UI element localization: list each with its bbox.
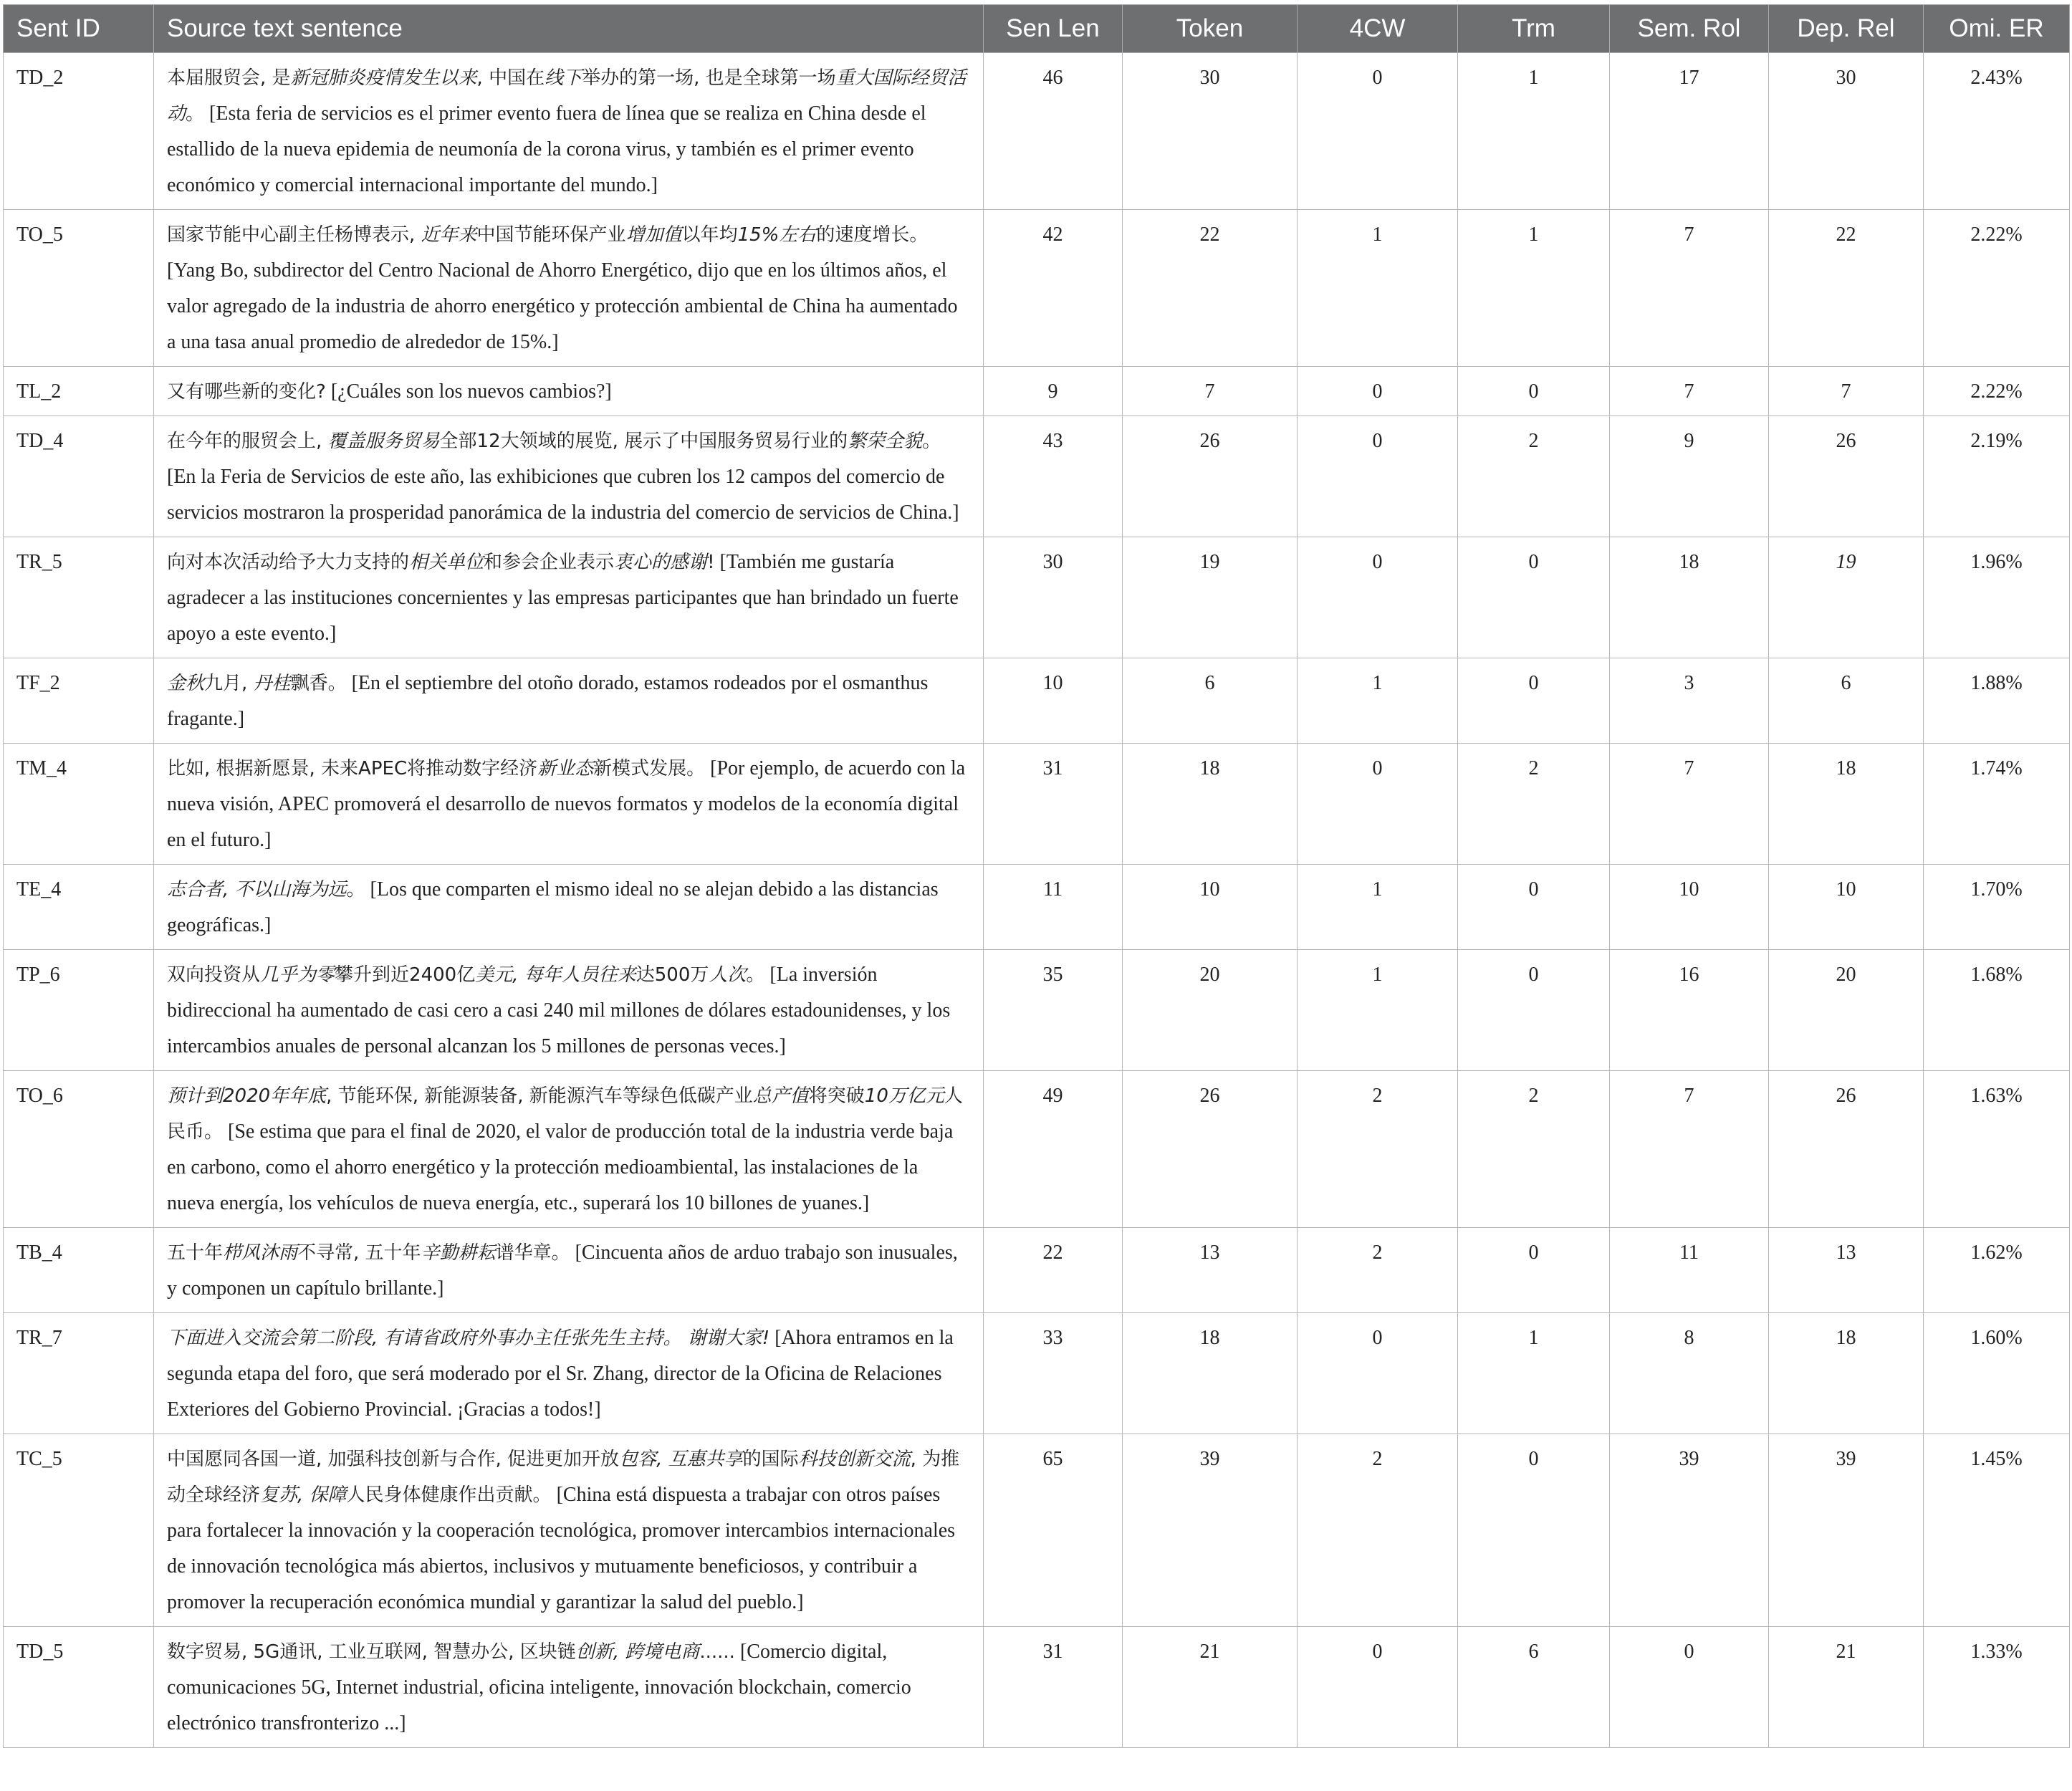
text-segment: 以年均: [681, 224, 738, 246]
cell-trm: 0: [1458, 1228, 1610, 1313]
cell-dep-rel: 39: [1769, 1434, 1924, 1627]
italic-term: 线下: [545, 67, 582, 89]
text-segment: , 中国在: [476, 67, 545, 89]
italic-term: 复苏, 保障: [260, 1484, 347, 1506]
cell-4cw: 0: [1298, 1627, 1458, 1748]
italic-term: 人次: [709, 964, 747, 986]
text-segment: 五十年: [167, 1242, 224, 1264]
cell-source-text: [154, 1627, 984, 1748]
cell-sen-len: 9: [984, 367, 1123, 416]
cell-trm: 0: [1458, 658, 1610, 744]
text-segment: 全部12大领域的展览, 展示了中国服务贸易行业的: [439, 431, 848, 452]
cell-source-text: [154, 416, 984, 537]
cell-4cw: 2: [1298, 1228, 1458, 1313]
cell-sen-len: 31: [984, 1627, 1123, 1748]
cell-omi-er: 1.68%: [1924, 950, 2070, 1071]
cell-source-text: [154, 1434, 984, 1627]
chinese-sentence: [167, 1242, 570, 1264]
sentence-table: [3, 4, 2070, 1748]
table-row: [4, 865, 2070, 950]
cell-token: 19: [1123, 537, 1298, 658]
spanish-translation: [Ahora entramos en la segunda etapa del foro, que será moderado por el Sr. Zhang, director de la Oficina de Relaciones Exteriores del Gobierno Provincial. ¡Gracias a todos!]: [167, 1327, 954, 1421]
text-segment: 达500万: [635, 964, 709, 986]
text-segment: ......: [699, 1641, 735, 1663]
cell-omi-er: 1.62%: [1924, 1228, 2070, 1313]
text-segment: , 节能环保, 新能源装备, 新能源汽车等绿色低碳产业: [326, 1085, 753, 1107]
cell-omi-er: 1.96%: [1924, 537, 2070, 658]
chinese-sentence: [167, 224, 928, 246]
text-segment: 不寻常, 五十年: [297, 1242, 421, 1264]
cell-token: 10: [1123, 865, 1298, 950]
italic-term: 新业态: [537, 758, 594, 779]
cell-4cw: 0: [1298, 1313, 1458, 1434]
text-segment: 人民币。: [167, 1085, 963, 1143]
text-segment: 。: [746, 964, 765, 986]
cell-sen-len: 30: [984, 537, 1123, 658]
cell-trm: 1: [1458, 210, 1610, 367]
cell-token: 13: [1123, 1228, 1298, 1313]
cell-token: 26: [1123, 1071, 1298, 1228]
italic-term: 衷心的感谢: [614, 552, 708, 573]
table-row: [4, 367, 2070, 416]
table-row: [4, 1071, 2070, 1228]
cell-token: 18: [1123, 1313, 1298, 1434]
spanish-translation: [Cincuenta años de arduo trabajo son inusuales, y componen un capítulo brillante.]: [167, 1242, 958, 1300]
text-segment: 人民身体健康作出贡献。: [346, 1484, 552, 1506]
chinese-sentence: [167, 1641, 735, 1663]
header-row: [4, 5, 2070, 53]
cell-dep-rel: 20: [1769, 950, 1924, 1071]
text-segment: 的国际: [742, 1449, 799, 1470]
cell-source-text: [154, 744, 984, 865]
text-segment: 国家节能中心副主任杨博表示,: [167, 224, 421, 246]
cell-token: 26: [1123, 416, 1298, 537]
cell-token: 22: [1123, 210, 1298, 367]
table-row: [4, 537, 2070, 658]
cell-sent-id: TO_5: [4, 210, 154, 367]
cell-omi-er: 1.60%: [1924, 1313, 2070, 1434]
chinese-sentence: [167, 758, 705, 779]
cell-omi-er: 1.45%: [1924, 1434, 2070, 1627]
cell-omi-er: 2.22%: [1924, 367, 2070, 416]
spanish-translation: [Comercio digital, comunicaciones 5G, Internet industrial, oficina inteligente, innovación blockchain, comercio electrónico transfronterizo ...]: [167, 1641, 911, 1734]
cell-sen-len: 11: [984, 865, 1123, 950]
cell-4cw: 0: [1298, 744, 1458, 865]
cell-token: 30: [1123, 53, 1298, 210]
chinese-sentence: [167, 1327, 769, 1349]
cell-trm: 0: [1458, 950, 1610, 1071]
text-segment: 飘香。: [290, 673, 347, 694]
italic-term: 丹桂: [253, 673, 291, 694]
italic-term: 包容, 互惠共享: [619, 1449, 743, 1470]
cell-sem-rol: 0: [1610, 1627, 1769, 1748]
cell-4cw: 0: [1298, 416, 1458, 537]
cell-sem-rol: 16: [1610, 950, 1769, 1071]
spanish-translation: [Yang Bo, subdirector del Centro Nacional de Ahorro Energético, dijo que en los últimos años, el valor agregado de la industria de ahorro energético y protección ambiental de China ha aumentado a una tasa anual promedio de alrededor de 15%.]: [167, 259, 958, 353]
cell-4cw: 2: [1298, 1071, 1458, 1228]
table-row: [4, 1434, 2070, 1627]
text-segment: 双向投资从: [167, 964, 261, 986]
text-segment: 又有哪些新的变化?: [167, 381, 326, 403]
text-segment: 数字贸易, 5G通讯, 工业互联网, 智慧办公, 区块链: [167, 1641, 576, 1663]
italic-term: 美元, 每年人员往来: [475, 964, 636, 986]
cell-token: 6: [1123, 658, 1298, 744]
italic-term: 预计到2020年年底: [167, 1085, 327, 1107]
italic-term: 几乎为零: [260, 964, 335, 986]
cell-sent-id: TC_5: [4, 1434, 154, 1627]
cell-dep-rel: 18: [1769, 744, 1924, 865]
cell-omi-er: 1.33%: [1924, 1627, 2070, 1748]
cell-sent-id: TB_4: [4, 1228, 154, 1313]
cell-trm: 0: [1458, 1434, 1610, 1627]
spanish-translation: [Por ejemplo, de acuerdo con la nueva visión, APEC promoverá el desarrollo de nuevos formatos y modelos de la economía digital en el futuro.]: [167, 757, 966, 851]
spanish-translation: [Esta feria de servicios es el primer evento fuera de línea que se realiza en China desde el estallido de la nueva epidemia de neumonía de la corona virus, y también es el primer evento económico y comercial internacional importante del mundo.]: [167, 102, 926, 196]
cell-trm: 6: [1458, 1627, 1610, 1748]
cell-source-text: [154, 1228, 984, 1313]
cell-4cw: 0: [1298, 53, 1458, 210]
header-sem-rol: Sem. Rol: [1610, 5, 1769, 53]
cell-4cw: 0: [1298, 537, 1458, 658]
spanish-translation: [También me gustaría agradecer a las instituciones concernientes y las empresas participantes que han brindado un fuerte apoyo a este evento.]: [167, 551, 959, 645]
spanish-translation: [En la Feria de Servicios de este año, las exhibiciones que cubren los 12 campos del comercio de servicios mostraron la prosperidad panorámica de la industria del comercio de servicios de China.]: [167, 466, 959, 524]
cell-4cw: 1: [1298, 865, 1458, 950]
spanish-translation: [Se estima que para el final de 2020, el valor de producción total de la industria verde baja en carbono, como el ahorro energético y la protección medioambiental, las instalaciones de la nueva energía, los vehículos de nueva energía, etc., superará los 10 billones de yuanes.]: [167, 1120, 954, 1214]
chinese-sentence: [167, 552, 715, 573]
cell-token: 7: [1123, 367, 1298, 416]
text-segment: 谱华章。: [495, 1242, 570, 1264]
chinese-sentence: [167, 964, 764, 986]
table-row: [4, 744, 2070, 865]
table-row: [4, 950, 2070, 1071]
cell-source-text: [154, 1071, 984, 1228]
cell-4cw: 2: [1298, 1434, 1458, 1627]
cell-sem-rol: 7: [1610, 210, 1769, 367]
cell-omi-er: 2.43%: [1924, 53, 2070, 210]
cell-token: 39: [1123, 1434, 1298, 1627]
cell-dep-rel: 19: [1769, 537, 1924, 658]
text-segment: 中国愿同各国一道, 加强科技创新与合作, 促进更加开放: [167, 1449, 620, 1470]
text-segment: 新模式发展。: [593, 758, 706, 779]
table-row: [4, 1313, 2070, 1434]
header-token: Token: [1123, 5, 1298, 53]
cell-dep-rel: 26: [1769, 1071, 1924, 1228]
italic-term: 辛勤耕耘: [421, 1242, 496, 1264]
cell-dep-rel: 6: [1769, 658, 1924, 744]
cell-source-text: [154, 865, 984, 950]
italic-term: 创新, 跨境电商: [575, 1641, 700, 1663]
italic-term: 繁荣全貌: [848, 431, 923, 452]
text-segment: 在今年的服贸会上,: [167, 431, 328, 452]
cell-source-text: [154, 210, 984, 367]
cell-source-text: [154, 53, 984, 210]
italic-term: 15%左右: [737, 224, 817, 246]
cell-trm: 1: [1458, 1313, 1610, 1434]
cell-dep-rel: 7: [1769, 367, 1924, 416]
table-row: [4, 210, 2070, 367]
cell-sent-id: TF_2: [4, 658, 154, 744]
cell-token: 18: [1123, 744, 1298, 865]
cell-sen-len: 33: [984, 1313, 1123, 1434]
text-segment: 比如, 根据新愿景, 未来APEC将推动数字经济: [167, 758, 538, 779]
table-header: [4, 5, 2070, 53]
cell-omi-er: 1.88%: [1924, 658, 2070, 744]
italic-term: 增加值: [625, 224, 682, 246]
spanish-translation: [Los que comparten el mismo ideal no se alejan debido a las distancias geográficas.]: [167, 878, 939, 936]
text-segment: 和参会企业表示: [484, 552, 615, 573]
cell-sem-rol: 8: [1610, 1313, 1769, 1434]
italic-term: 新冠肺炎疫情发生以来: [290, 67, 477, 89]
italic-term: 总产值: [752, 1085, 809, 1107]
spanish-translation: [China está dispuesta a trabajar con otros países para fortalecer la innovación y la cooperación tecnológica, promover intercambios internacionales de innovación tecnológica más abiertos, inclusivos y mutuamente beneficiosos, y contribuir a promover la recuperación económica mundial y garantizar la salud del pueblo.]: [167, 1484, 956, 1613]
text-segment: 九月,: [204, 673, 254, 694]
cell-dep-rel: 22: [1769, 210, 1924, 367]
cell-dep-rel: 13: [1769, 1228, 1924, 1313]
cell-sen-len: 31: [984, 744, 1123, 865]
text-segment: 向对本次活动给予大力支持的: [167, 552, 410, 573]
italic-term: 科技创新交流: [798, 1449, 911, 1470]
cell-sem-rol: 18: [1610, 537, 1769, 658]
cell-token: 20: [1123, 950, 1298, 1071]
spanish-translation: [En el septiembre del otoño dorado, estamos rodeados por el osmanthus fragante.]: [167, 672, 929, 730]
cell-omi-er: 2.22%: [1924, 210, 2070, 367]
italic-term: 相关单位: [409, 552, 484, 573]
cell-sem-rol: 7: [1610, 367, 1769, 416]
cell-4cw: 0: [1298, 367, 1458, 416]
cell-4cw: 1: [1298, 210, 1458, 367]
cell-dep-rel: 26: [1769, 416, 1924, 537]
italic-term: 栉风沐雨: [223, 1242, 298, 1264]
italic-term: 重大国际经贸活动: [167, 67, 967, 125]
text-segment: , 为推动全球经济: [167, 1449, 960, 1506]
cell-sen-len: 49: [984, 1071, 1123, 1228]
cell-sent-id: TD_2: [4, 53, 154, 210]
italic-term: 金秋: [167, 673, 205, 694]
cell-trm: 2: [1458, 744, 1610, 865]
cell-sen-len: 10: [984, 658, 1123, 744]
cell-sen-len: 42: [984, 210, 1123, 367]
text-segment: 将突破: [808, 1085, 865, 1107]
italic-term: 10万亿元: [864, 1085, 944, 1107]
italic-term: 覆盖服务贸易: [327, 431, 440, 452]
cell-sent-id: TE_4: [4, 865, 154, 950]
text-segment: 的速度增长。: [816, 224, 929, 246]
header-source-text: Source text sentence: [154, 5, 984, 53]
cell-source-text: [154, 537, 984, 658]
cell-source-text: [154, 658, 984, 744]
cell-omi-er: 2.19%: [1924, 416, 2070, 537]
cell-dep-rel: 30: [1769, 53, 1924, 210]
cell-sent-id: TD_5: [4, 1627, 154, 1748]
text-segment: 中国节能环保产业: [476, 224, 626, 246]
spanish-translation: [La inversión bidireccional ha aumentado de casi cero a casi 240 mil millones de dólares estadounidenses, y los intercambios anuales de personal alcanzan los 5 millones de personas veces.]: [167, 964, 951, 1057]
text-segment: 。: [346, 879, 365, 901]
text-segment: 。: [186, 103, 205, 125]
chinese-sentence: [167, 381, 326, 403]
italic-term: 志合者, 不以山海为远: [167, 879, 347, 901]
italic-term: 下面进入交流会第二阶段, 有请省政府外事办主任张先生主持。 谢谢大家!: [167, 1327, 770, 1349]
cell-sent-id: TR_7: [4, 1313, 154, 1434]
cell-4cw: 1: [1298, 658, 1458, 744]
cell-source-text: [154, 367, 984, 416]
cell-sent-id: TO_6: [4, 1071, 154, 1228]
header-sen-len: Sen Len: [984, 5, 1123, 53]
text-segment: !: [707, 552, 715, 573]
cell-sem-rol: 10: [1610, 865, 1769, 950]
cell-token: 21: [1123, 1627, 1298, 1748]
text-segment: 。: [922, 431, 941, 452]
cell-sem-rol: 7: [1610, 744, 1769, 865]
cell-sen-len: 65: [984, 1434, 1123, 1627]
cell-omi-er: 1.63%: [1924, 1071, 2070, 1228]
cell-sent-id: TL_2: [4, 367, 154, 416]
table-row: [4, 1228, 2070, 1313]
header-sent-id: Sent ID: [4, 5, 154, 53]
header-trm: Trm: [1458, 5, 1610, 53]
cell-4cw: 1: [1298, 950, 1458, 1071]
cell-sem-rol: 39: [1610, 1434, 1769, 1627]
cell-sem-rol: 9: [1610, 416, 1769, 537]
table-row: [4, 416, 2070, 537]
cell-sent-id: TD_4: [4, 416, 154, 537]
cell-dep-rel: 18: [1769, 1313, 1924, 1434]
table-body: [4, 53, 2070, 1748]
header-4cw: 4CW: [1298, 5, 1458, 53]
cell-sent-id: TP_6: [4, 950, 154, 1071]
cell-source-text: [154, 950, 984, 1071]
italic-term: 近年来: [421, 224, 477, 246]
cell-trm: 2: [1458, 1071, 1610, 1228]
header-dep-rel: Dep. Rel: [1769, 5, 1924, 53]
cell-sen-len: 22: [984, 1228, 1123, 1313]
cell-sem-rol: 17: [1610, 53, 1769, 210]
chinese-sentence: [167, 879, 365, 901]
cell-sen-len: 35: [984, 950, 1123, 1071]
cell-sent-id: TR_5: [4, 537, 154, 658]
cell-trm: 0: [1458, 367, 1610, 416]
text-segment: 攀升到近2400亿: [335, 964, 476, 986]
cell-sem-rol: 11: [1610, 1228, 1769, 1313]
cell-omi-er: 1.70%: [1924, 865, 2070, 950]
chinese-sentence: [167, 431, 941, 452]
cell-dep-rel: 10: [1769, 865, 1924, 950]
cell-source-text: [154, 1313, 984, 1434]
cell-trm: 0: [1458, 865, 1610, 950]
header-omi-er: Omi. ER: [1924, 5, 2070, 53]
cell-sem-rol: 7: [1610, 1071, 1769, 1228]
cell-trm: 1: [1458, 53, 1610, 210]
cell-dep-rel: 21: [1769, 1627, 1924, 1748]
text-segment: 举办的第一场, 也是全球第一场: [582, 67, 836, 89]
cell-sen-len: 46: [984, 53, 1123, 210]
cell-sen-len: 43: [984, 416, 1123, 537]
cell-sent-id: TM_4: [4, 744, 154, 865]
cell-sem-rol: 3: [1610, 658, 1769, 744]
table-row: [4, 658, 2070, 744]
cell-trm: 0: [1458, 537, 1610, 658]
table-row: [4, 1627, 2070, 1748]
chinese-sentence: [167, 673, 347, 694]
cell-omi-er: 1.74%: [1924, 744, 2070, 865]
text-segment: 本届服贸会, 是: [167, 67, 291, 89]
spanish-translation: [¿Cuáles son los nuevos cambios?]: [330, 380, 612, 403]
cell-trm: 2: [1458, 416, 1610, 537]
table-row: [4, 53, 2070, 210]
